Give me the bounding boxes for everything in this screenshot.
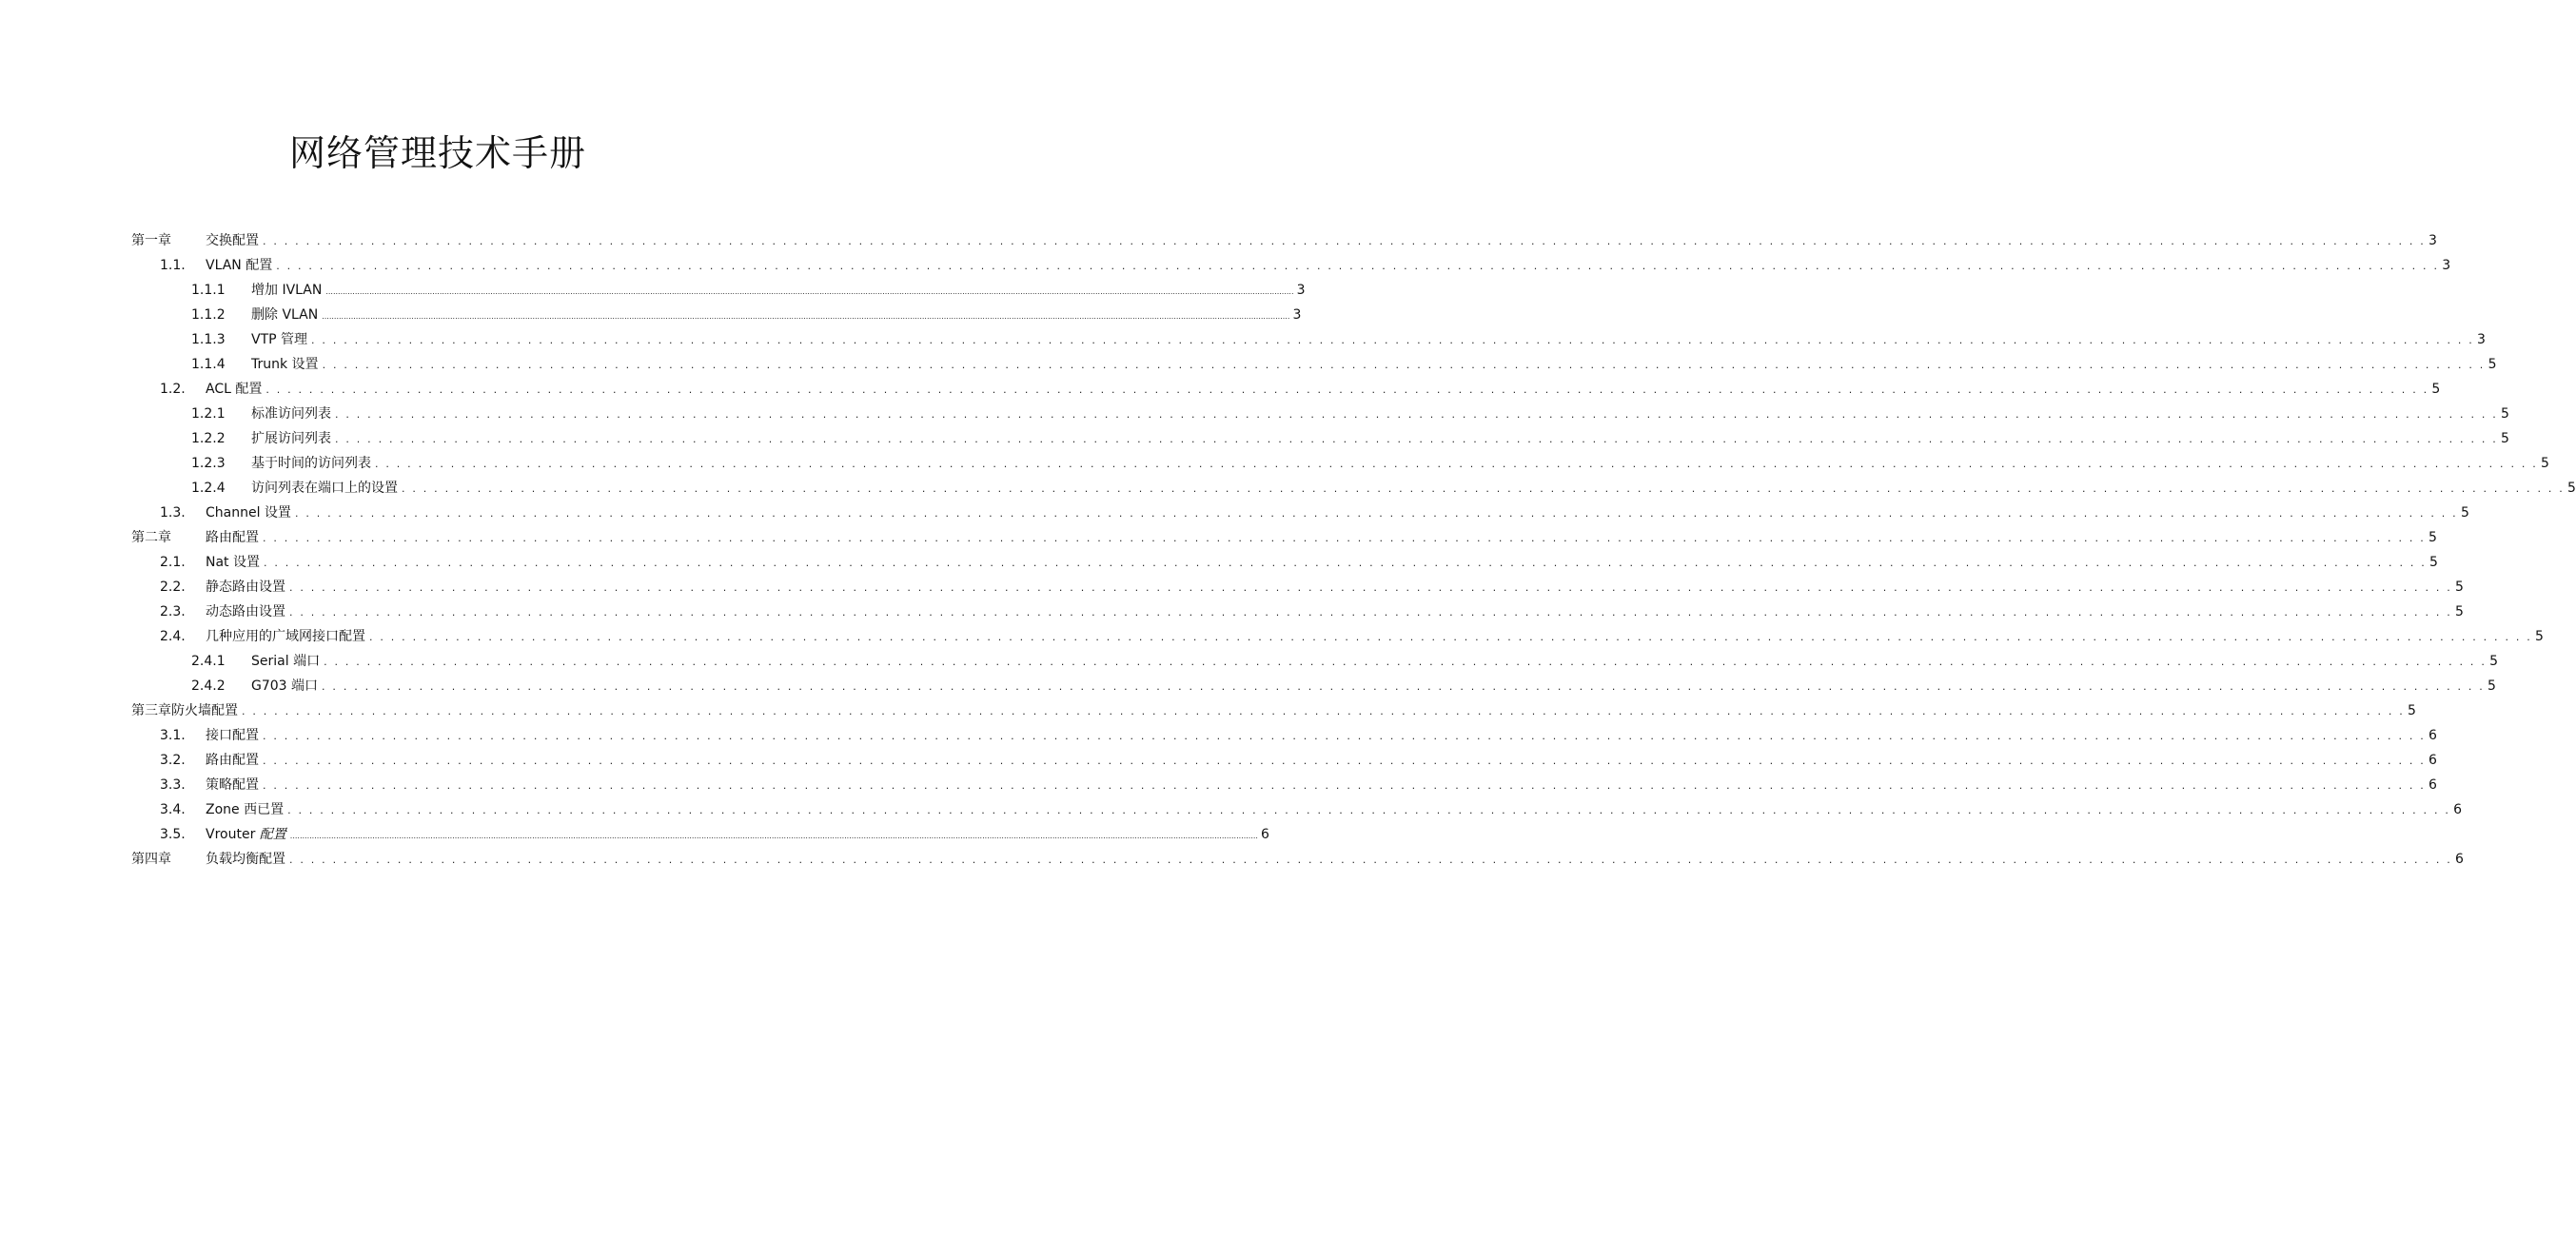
toc-entry-number: 1.2.2 — [191, 431, 226, 446]
toc-entry-label: 交换配置 — [206, 228, 263, 253]
toc-entry-line — [206, 822, 1269, 849]
toc-entry[interactable] — [131, 501, 2469, 525]
toc-entry[interactable] — [131, 352, 2497, 377]
toc-entry-page: 3 — [2442, 258, 2451, 273]
toc-entry-page: 6 — [2453, 802, 2463, 817]
toc-entry[interactable] — [131, 847, 2464, 872]
toc-entry-line — [251, 303, 1302, 329]
toc-entry-label: Zone 西已置 — [206, 797, 287, 822]
toc-entry-number: 1.3. — [160, 505, 186, 521]
toc-entry-line — [206, 773, 2437, 798]
toc-dot-leader: . . . . . . . . . . . . . . . . . . . . . . . . . . . . . . . . . . . . . . . . . . . . . . . . . . . . . . . . . . . . . . . . . . . . . . . . . . . . . . . . . . . . . . . . . . . . . . . . . . . . . . . . . . . . . . . . . . . . . . . . . . . . . . . . . . . . . . . . . . . . . . . . . . . . . . . . . . . . . . . . . . . . . . . . . . . . . . . . . . . . . . . . . . . . . . . . . . . . . . . . — [322, 359, 2486, 371]
toc-entry-line — [251, 327, 2486, 353]
toc-entry[interactable] — [131, 649, 2499, 674]
toc-entry-label: Nat 设置 — [206, 550, 264, 575]
toc-entry-number: 3.1. — [160, 728, 186, 743]
toc-entry-number: 1.1.1 — [191, 283, 226, 298]
toc-entry-label: 路由配置 — [206, 525, 263, 550]
toc-entry-label: ACL 配置 — [206, 377, 265, 402]
toc-entry-label: 负载均衡配置 — [206, 847, 289, 872]
toc-entry-number: 3.2. — [160, 753, 186, 768]
toc-entry-page: 3 — [1292, 307, 1302, 323]
toc-dot-leader: . . . . . . . . . . . . . . . . . . . . . . . . . . . . . . . . . . . . . . . . . . . . . . . . . . . . . . . . . . . . . . . . . . . . . . . . . . . . . . . . . . . . . . . . . . . . . . . . . . . . . . . . . . . . . . . . . . . . . . . . . . . . . . . . . . . . . . . . . . . . . . . . . . . . . . . . . . . . . . . . . . . . . . . . . . . . . . . . . . . . . . . . . . . . . . . . . . . . . . . . — [322, 680, 2485, 693]
toc-dot-leader: . . . . . . . . . . . . . . . . . . . . . . . . . . . . . . . . . . . . . . . . . . . . . . . . . . . . . . . . . . . . . . . . . . . . . . . . . . . . . . . . . . . . . . . . . . . . . . . . . . . . . . . . . . . . . . . . . . . . . . . . . . . . . . . . . . . . . . . . . . . . . . . . . . . . . . . . . . . . . . . . . . . . . . . . . . . . . . . . . . . . . . . . . . . . . . . . . . . . . . . . — [369, 631, 2532, 643]
toc-entry[interactable] — [131, 451, 2549, 476]
toc-entry-number: 2.4.2 — [191, 678, 226, 694]
toc-entry-line — [251, 278, 1306, 305]
toc-entry-page: 5 — [2489, 654, 2499, 669]
toc-entry[interactable] — [131, 327, 2486, 352]
toc-entry[interactable] — [131, 723, 2437, 748]
toc-entry[interactable] — [131, 525, 2437, 550]
toc-entry-page: 5 — [2488, 357, 2497, 372]
toc-entry-line — [206, 748, 2437, 774]
toc-dot-leader: . . . . . . . . . . . . . . . . . . . . . . . . . . . . . . . . . . . . . . . . . . . . . . . . . . . . . . . . . . . . . . . . . . . . . . . . . . . . . . . . . . . . . . . . . . . . . . . . . . . . . . . . . . . . . . . . . . . . . . . . . . . . . . . . . . . . . . . . . . . . . . . . . . . . . . . . . . . . . . . . . . . . . . . . . . . . . . . . . . . . . . . . . . . . . . . . . . . . . . . . — [265, 383, 2429, 396]
toc-entry-page: 5 — [2567, 481, 2576, 496]
toc-entry-number: 1.2. — [160, 382, 186, 397]
toc-entry[interactable] — [131, 698, 2416, 723]
toc-dot-leader: . . . . . . . . . . . . . . . . . . . . . . . . . . . . . . . . . . . . . . . . . . . . . . . . . . . . . . . . . . . . . . . . . . . . . . . . . . . . . . . . . . . . . . . . . . . . . . . . . . . . . . . . . . . . . . . . . . . . . . . . . . . . . . . . . . . . . . . . . . . . . . . . . . . . . . . . . . . . . . . . . . . . . . . . . . . . . . . . . . . . . . . . . . . . . . . . . . . . . . . . — [263, 532, 2426, 544]
toc-dot-leader: . . . . . . . . . . . . . . . . . . . . . . . . . . . . . . . . . . . . . . . . . . . . . . . . . . . . . . . . . . . . . . . . . . . . . . . . . . . . . . . . . . . . . . . . . . . . . . . . . . . . . . . . . . . . . . . . . . . . . . . . . . . . . . . . . . . . . . . . . . . . . . . . . . . . . . . . . . . . . . . . . . . . . . . . . . . . . . . . . . . . . . . . . . . . . . . . . . . . . . . . — [294, 507, 2458, 520]
toc-entry[interactable] — [131, 228, 2437, 253]
table-of-contents — [131, 228, 2576, 872]
toc-dot-leader: . . . . . . . . . . . . . . . . . . . . . . . . . . . . . . . . . . . . . . . . . . . . . . . . . . . . . . . . . . . . . . . . . . . . . . . . . . . . . . . . . . . . . . . . . . . . . . . . . . . . . . . . . . . . . . . . . . . . . . . . . . . . . . . . . . . . . . . . . . . . . . . . . . . . . . . . . . . . . . . . . . . . . . . . . . . . . . . . . . . . . . . . . . . . . . . . . . . . . . . . — [375, 458, 2538, 470]
toc-dot-leader: ................................................................................................................................................................................................................................................................................................................................................................................................................ — [289, 832, 1258, 840]
toc-entry[interactable] — [131, 278, 1306, 303]
toc-entry-page: 5 — [2429, 530, 2437, 545]
toc-entry-line — [206, 723, 2437, 749]
toc-entry-number: 第二章 — [131, 530, 171, 545]
toc-entry-number: 1.2.4 — [191, 481, 226, 496]
toc-dot-leader: . . . . . . . . . . . . . . . . . . . . . . . . . . . . . . . . . . . . . . . . . . . . . . . . . . . . . . . . . . . . . . . . . . . . . . . . . . . . . . . . . . . . . . . . . . . . . . . . . . . . . . . . . . . . . . . . . . . . . . . . . . . . . . . . . . . . . . . . . . . . . . . . . . . . . . . . . . . . . . . . . . . . . . . . . . . . . . . . . . . . . . . . . . . . . . . . . . . . . . . . — [263, 779, 2426, 792]
toc-entry[interactable] — [131, 822, 1269, 847]
toc-entry[interactable] — [131, 253, 2451, 278]
toc-entry-line — [251, 352, 2497, 378]
toc-entry-page: 5 — [2455, 580, 2464, 595]
toc-entry-page: 6 — [1261, 827, 1269, 842]
toc-entry-label: 第三章防火墙配置 — [131, 698, 242, 723]
toc-entry[interactable] — [131, 575, 2464, 599]
toc-dot-leader: . . . . . . . . . . . . . . . . . . . . . . . . . . . . . . . . . . . . . . . . . . . . . . . . . . . . . . . . . . . . . . . . . . . . . . . . . . . . . . . . . . . . . . . . . . . . . . . . . . . . . . . . . . . . . . . . . . . . . . . . . . . . . . . . . . . . . . . . . . . . . . . . . . . . . . . . . . . . . . . . . . . . . . . . . . . . . . . . . . . . . . . . . . . . . . . . . . . . . . . . — [289, 606, 2452, 619]
toc-dot-leader: ................................................................................................................................................................................................................................................................................................................................................................................................................ — [325, 287, 1294, 296]
toc-entry-label: 扩展访问列表 — [251, 426, 335, 451]
toc-entry[interactable] — [131, 377, 2441, 402]
toc-dot-leader: . . . . . . . . . . . . . . . . . . . . . . . . . . . . . . . . . . . . . . . . . . . . . . . . . . . . . . . . . . . . . . . . . . . . . . . . . . . . . . . . . . . . . . . . . . . . . . . . . . . . . . . . . . . . . . . . . . . . . . . . . . . . . . . . . . . . . . . . . . . . . . . . . . . . . . . . . . . . . . . . . . . . . . . . . . . . . . . . . . . . . . . . . . . . . . . . . . . . . . . . — [263, 235, 2426, 247]
toc-entry-number: 1.2.3 — [191, 456, 226, 471]
toc-entry-line — [251, 476, 2576, 501]
toc-entry-line — [206, 501, 2469, 526]
toc-dot-leader: . . . . . . . . . . . . . . . . . . . . . . . . . . . . . . . . . . . . . . . . . . . . . . . . . . . . . . . . . . . . . . . . . . . . . . . . . . . . . . . . . . . . . . . . . . . . . . . . . . . . . . . . . . . . . . . . . . . . . . . . . . . . . . . . . . . . . . . . . . . . . . . . . . . . . . . . . . . . . . . . . . . . . . . . . . . . . . . . . . . . . . . . . . . . . . . . . . . . . . . . — [276, 260, 2440, 272]
toc-entry-line — [251, 674, 2496, 699]
toc-entry[interactable] — [131, 476, 2576, 501]
toc-entry-label: G703 端口 — [251, 674, 322, 698]
toc-entry-page: 3 — [1296, 283, 1306, 298]
toc-entry-label: 删除 VLAN — [251, 303, 322, 327]
toc-dot-leader: . . . . . . . . . . . . . . . . . . . . . . . . . . . . . . . . . . . . . . . . . . . . . . . . . . . . . . . . . . . . . . . . . . . . . . . . . . . . . . . . . . . . . . . . . . . . . . . . . . . . . . . . . . . . . . . . . . . . . . . . . . . . . . . . . . . . . . . . . . . . . . . . . . . . . . . . . . . . . . . . . . . . . . . . . . . . . . . . . . . . . . . . . . . . . . . . . . . . . . . . — [287, 804, 2451, 816]
toc-entry-line — [206, 253, 2451, 279]
toc-entry[interactable] — [131, 599, 2464, 624]
toc-entry-line — [206, 599, 2464, 625]
toc-entry-number: 1.1. — [160, 258, 186, 273]
toc-dot-leader: . . . . . . . . . . . . . . . . . . . . . . . . . . . . . . . . . . . . . . . . . . . . . . . . . . . . . . . . . . . . . . . . . . . . . . . . . . . . . . . . . . . . . . . . . . . . . . . . . . . . . . . . . . . . . . . . . . . . . . . . . . . . . . . . . . . . . . . . . . . . . . . . . . . . . . . . . . . . . . . . . . . . . . . . . . . . . . . . . . . . . . . . . . . . . . . . . . . . . . . . — [402, 482, 2565, 495]
toc-entry[interactable] — [131, 426, 2509, 451]
toc-dot-leader: ................................................................................................................................................................................................................................................................................................................................................................................................................ — [322, 312, 1290, 321]
toc-entry-page: 5 — [2541, 456, 2549, 471]
toc-entry-page: 3 — [2477, 332, 2486, 347]
toc-entry-label: 增加 IVLAN — [251, 278, 325, 303]
toc-entry-label: 接口配置 — [206, 723, 263, 748]
toc-entry-line — [206, 525, 2437, 551]
toc-entry-number: 第一章 — [131, 233, 171, 248]
toc-entry-page: 5 — [2431, 382, 2441, 397]
toc-entry-number: 第四章 — [131, 852, 171, 867]
toc-entry-line — [251, 649, 2499, 675]
toc-entry-number: 3.5. — [160, 827, 186, 842]
toc-entry-page: 5 — [2408, 703, 2416, 718]
toc-entry-number: 2.1. — [160, 555, 186, 570]
toc-entry-line — [206, 550, 2438, 576]
toc-entry-line — [131, 698, 2416, 724]
toc-entry-label: 静态路由设置 — [206, 575, 289, 599]
toc-dot-leader: . . . . . . . . . . . . . . . . . . . . . . . . . . . . . . . . . . . . . . . . . . . . . . . . . . . . . . . . . . . . . . . . . . . . . . . . . . . . . . . . . . . . . . . . . . . . . . . . . . . . . . . . . . . . . . . . . . . . . . . . . . . . . . . . . . . . . . . . . . . . . . . . . . . . . . . . . . . . . . . . . . . . . . . . . . . . . . . . . . . . . . . . . . . . . . . . . . . . . . . . — [289, 581, 2452, 594]
toc-entry-page: 5 — [2535, 629, 2544, 644]
toc-entry-label: 基于时间的访问列表 — [251, 451, 375, 476]
toc-dot-leader: . . . . . . . . . . . . . . . . . . . . . . . . . . . . . . . . . . . . . . . . . . . . . . . . . . . . . . . . . . . . . . . . . . . . . . . . . . . . . . . . . . . . . . . . . . . . . . . . . . . . . . . . . . . . . . . . . . . . . . . . . . . . . . . . . . . . . . . . . . . . . . . . . . . . . . . . . . . . . . . . . . . . . . . . . . . . . . . . . . . . . . . . . . . . . . . . . . . . . . . . — [335, 433, 2498, 445]
toc-entry-page: 5 — [2501, 431, 2509, 446]
toc-entry-number: 2.2. — [160, 580, 186, 595]
toc-entry-label: VTP 管理 — [251, 327, 311, 352]
toc-entry[interactable] — [131, 773, 2437, 797]
toc-entry-line — [206, 797, 2463, 823]
toc-dot-leader: . . . . . . . . . . . . . . . . . . . . . . . . . . . . . . . . . . . . . . . . . . . . . . . . . . . . . . . . . . . . . . . . . . . . . . . . . . . . . . . . . . . . . . . . . . . . . . . . . . . . . . . . . . . . . . . . . . . . . . . . . . . . . . . . . . . . . . . . . . . . . . . . . . . . . . . . . . . . . . . . . . . . . . . . . . . . . . . . . . . . . . . . . . . . . . . . . . . . . . . . — [263, 755, 2426, 767]
toc-entry-line — [251, 402, 2509, 427]
toc-entry[interactable] — [131, 303, 1302, 327]
toc-entry-page: 6 — [2429, 728, 2437, 743]
toc-entry-page: 6 — [2429, 753, 2437, 768]
toc-entry[interactable] — [131, 674, 2496, 698]
toc-entry-line — [251, 426, 2509, 452]
toc-entry-label: Trunk 设置 — [251, 352, 323, 377]
toc-entry-line — [206, 624, 2544, 650]
toc-entry-page: 6 — [2455, 852, 2464, 867]
toc-entry-page: 5 — [2488, 678, 2496, 694]
toc-dot-leader: . . . . . . . . . . . . . . . . . . . . . . . . . . . . . . . . . . . . . . . . . . . . . . . . . . . . . . . . . . . . . . . . . . . . . . . . . . . . . . . . . . . . . . . . . . . . . . . . . . . . . . . . . . . . . . . . . . . . . . . . . . . . . . . . . . . . . . . . . . . . . . . . . . . . . . . . . . . . . . . . . . . . . . . . . . . . . . . . . . . . . . . . . . . . . . . . . . . . . . . . — [263, 730, 2426, 742]
toc-entry-number: 3.3. — [160, 777, 186, 793]
toc-dot-leader: . . . . . . . . . . . . . . . . . . . . . . . . . . . . . . . . . . . . . . . . . . . . . . . . . . . . . . . . . . . . . . . . . . . . . . . . . . . . . . . . . . . . . . . . . . . . . . . . . . . . . . . . . . . . . . . . . . . . . . . . . . . . . . . . . . . . . . . . . . . . . . . . . . . . . . . . . . . . . . . . . . . . . . . . . . . . . . . . . . . . . . . . . . . . . . . . . . . . . . . . — [289, 854, 2452, 866]
document-title: 网络管理技术手册 — [288, 132, 586, 174]
toc-entry[interactable] — [131, 402, 2509, 426]
toc-entry-number: 2.3. — [160, 604, 186, 619]
toc-entry-label: 访问列表在端口上的设置 — [251, 476, 402, 501]
toc-entry-line — [251, 451, 2549, 477]
toc-entry-label: 动态路由设置 — [206, 599, 289, 624]
toc-dot-leader: . . . . . . . . . . . . . . . . . . . . . . . . . . . . . . . . . . . . . . . . . . . . . . . . . . . . . . . . . . . . . . . . . . . . . . . . . . . . . . . . . . . . . . . . . . . . . . . . . . . . . . . . . . . . . . . . . . . . . . . . . . . . . . . . . . . . . . . . . . . . . . . . . . . . . . . . . . . . . . . . . . . . . . . . . . . . . . . . . . . . . . . . . . . . . . . . . . . . . . . . — [264, 557, 2427, 569]
toc-entry-number: 3.4. — [160, 802, 186, 817]
toc-entry[interactable] — [131, 624, 2544, 649]
toc-entry-line — [206, 575, 2464, 600]
toc-dot-leader: . . . . . . . . . . . . . . . . . . . . . . . . . . . . . . . . . . . . . . . . . . . . . . . . . . . . . . . . . . . . . . . . . . . . . . . . . . . . . . . . . . . . . . . . . . . . . . . . . . . . . . . . . . . . . . . . . . . . . . . . . . . . . . . . . . . . . . . . . . . . . . . . . . . . . . . . . . . . . . . . . . . . . . . . . . . . . . . . . . . . . . . . . . . . . . . . . . . . . . . . — [324, 656, 2488, 668]
toc-entry-label: Vrouter 配置 — [206, 822, 290, 847]
toc-entry-label: 路由配置 — [206, 748, 263, 773]
toc-entry-number: 1.1.4 — [191, 357, 226, 372]
toc-entry[interactable] — [131, 550, 2438, 575]
toc-entry-line — [206, 377, 2441, 403]
toc-entry[interactable] — [131, 797, 2463, 822]
toc-entry-number: 1.1.2 — [191, 307, 226, 323]
toc-entry-number: 1.1.3 — [191, 332, 226, 347]
toc-entry-label: VLAN 配置 — [206, 253, 276, 278]
toc-entry-number: 2.4. — [160, 629, 186, 644]
toc-entry-label: Serial 端口 — [251, 649, 324, 674]
toc-entry-label: 策略配置 — [206, 773, 263, 797]
toc-entry-page: 5 — [2460, 505, 2469, 521]
toc-dot-leader: . . . . . . . . . . . . . . . . . . . . . . . . . . . . . . . . . . . . . . . . . . . . . . . . . . . . . . . . . . . . . . . . . . . . . . . . . . . . . . . . . . . . . . . . . . . . . . . . . . . . . . . . . . . . . . . . . . . . . . . . . . . . . . . . . . . . . . . . . . . . . . . . . . . . . . . . . . . . . . . . . . . . . . . . . . . . . . . . . . . . . . . . . . . . . . . . . . . . . . . . — [335, 408, 2498, 421]
toc-entry-label: Channel 设置 — [206, 501, 295, 525]
toc-entry-page: 6 — [2429, 777, 2437, 793]
toc-entry-page: 3 — [2429, 233, 2437, 248]
toc-entry-number: 2.4.1 — [191, 654, 226, 669]
toc-entry-label: 几种应用的广域网接口配置 — [206, 624, 369, 649]
toc-entry-page: 5 — [2455, 604, 2464, 619]
toc-entry-page: 5 — [2501, 406, 2509, 422]
toc-entry-line — [206, 228, 2437, 254]
toc-dot-leader: . . . . . . . . . . . . . . . . . . . . . . . . . . . . . . . . . . . . . . . . . . . . . . . . . . . . . . . . . . . . . . . . . . . . . . . . . . . . . . . . . . . . . . . . . . . . . . . . . . . . . . . . . . . . . . . . . . . . . . . . . . . . . . . . . . . . . . . . . . . . . . . . . . . . . . . . . . . . . . . . . . . . . . . . . . . . . . . . . . . . . . . . . . . . . . . . . . . . . . . . — [311, 334, 2474, 346]
toc-dot-leader: . . . . . . . . . . . . . . . . . . . . . . . . . . . . . . . . . . . . . . . . . . . . . . . . . . . . . . . . . . . . . . . . . . . . . . . . . . . . . . . . . . . . . . . . . . . . . . . . . . . . . . . . . . . . . . . . . . . . . . . . . . . . . . . . . . . . . . . . . . . . . . . . . . . . . . . . . . . . . . . . . . . . . . . . . . . . . . . . . . . . . . . . . . . . . . . . . . . . . . . . — [242, 705, 2405, 717]
toc-entry[interactable] — [131, 748, 2437, 773]
toc-entry-number: 1.2.1 — [191, 406, 226, 422]
toc-entry-page: 5 — [2429, 555, 2438, 570]
toc-entry-label: 标准访问列表 — [251, 402, 335, 426]
toc-entry-line — [206, 847, 2464, 873]
